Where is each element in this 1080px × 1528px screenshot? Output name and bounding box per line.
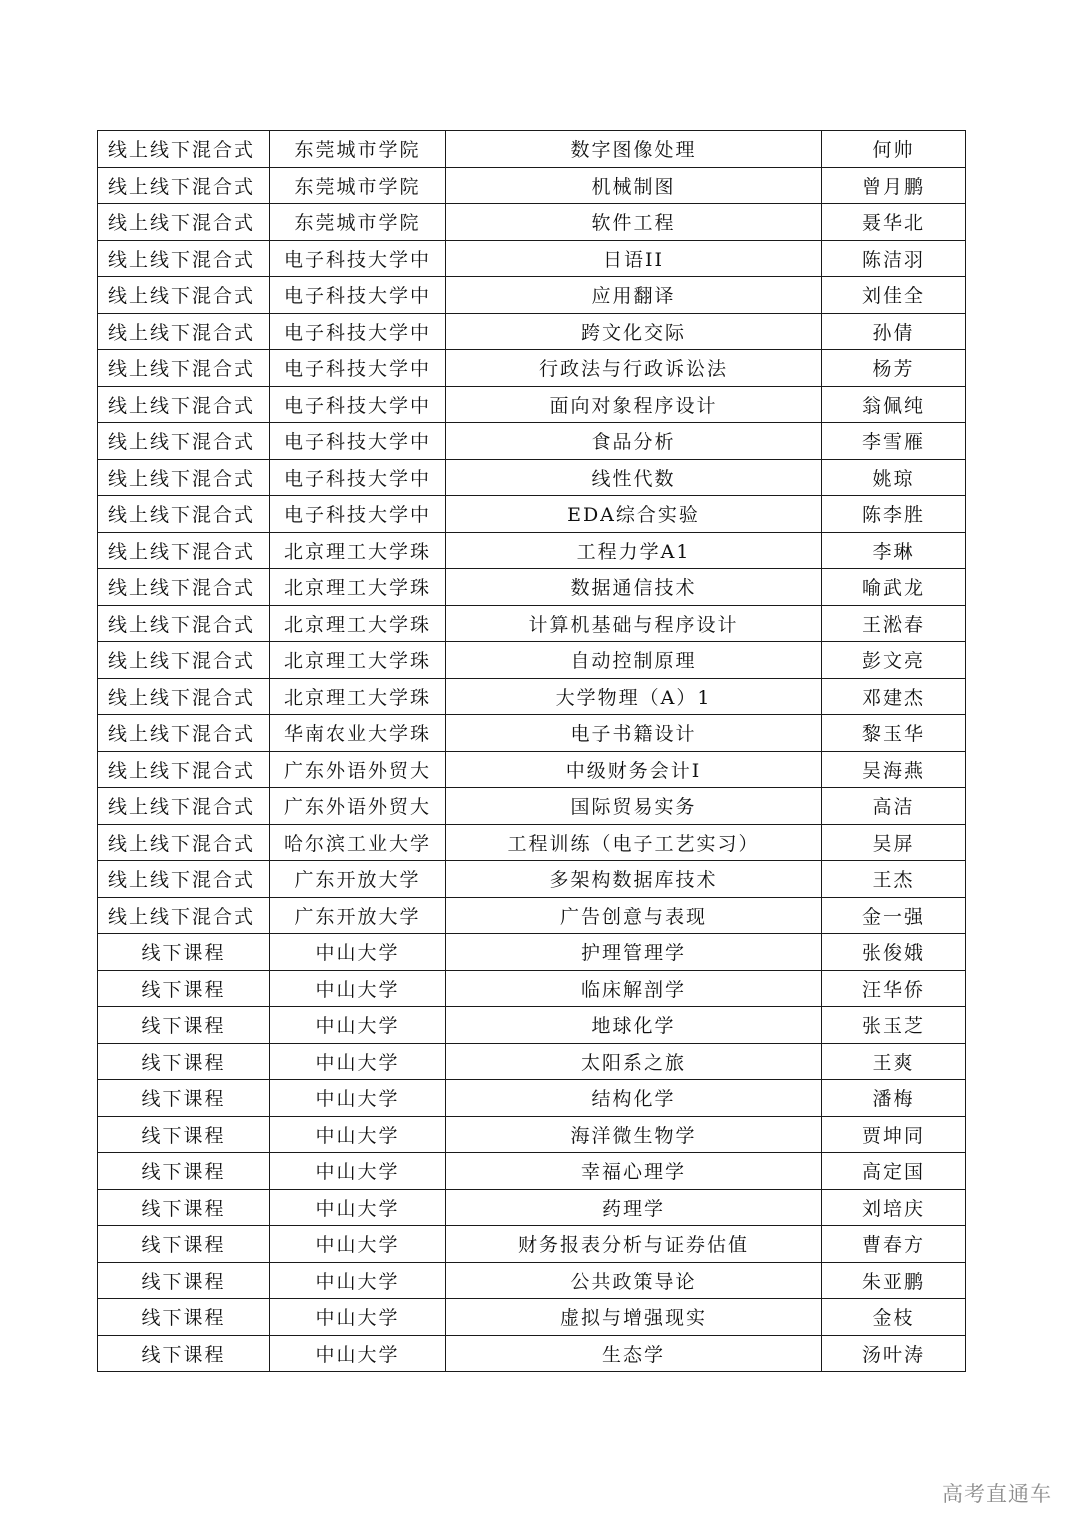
table-row	[98, 459, 966, 496]
course-type-cell: 线上线下混合式	[98, 204, 270, 241]
table-row	[98, 532, 966, 569]
teacher-cell: 王杰	[822, 861, 966, 898]
school-cell: 中山大学	[270, 1043, 446, 1080]
teacher-cell: 吴屏	[822, 824, 966, 861]
teacher-cell: 李雪雁	[822, 423, 966, 460]
table-row	[98, 824, 966, 861]
school-cell: 北京理工大学珠	[270, 532, 446, 569]
course-name-cell: 跨文化交际	[446, 313, 822, 350]
course-type-cell: 线下课程	[98, 1007, 270, 1044]
table-row	[98, 131, 966, 168]
teacher-cell: 李琳	[822, 532, 966, 569]
course-name-cell: 中级财务会计I	[446, 751, 822, 788]
teacher-cell: 刘佳全	[822, 277, 966, 314]
course-name-cell: 生态学	[446, 1335, 822, 1372]
school-cell: 中山大学	[270, 1007, 446, 1044]
table-row	[98, 1043, 966, 1080]
teacher-cell: 汪华侨	[822, 970, 966, 1007]
teacher-cell: 黎玉华	[822, 715, 966, 752]
school-cell: 东莞城市学院	[270, 131, 446, 168]
teacher-cell: 张玉芝	[822, 1007, 966, 1044]
course-name-cell: 海洋微生物学	[446, 1116, 822, 1153]
course-type-cell: 线下课程	[98, 1226, 270, 1263]
teacher-cell: 陈李胜	[822, 496, 966, 533]
teacher-cell: 吴海燕	[822, 751, 966, 788]
teacher-cell: 高定国	[822, 1153, 966, 1190]
school-cell: 中山大学	[270, 1153, 446, 1190]
course-type-cell: 线上线下混合式	[98, 277, 270, 314]
teacher-cell: 金枝	[822, 1299, 966, 1336]
table-row	[98, 386, 966, 423]
teacher-cell: 何帅	[822, 131, 966, 168]
course-type-cell: 线上线下混合式	[98, 386, 270, 423]
table-row	[98, 1116, 966, 1153]
course-name-cell: 幸福心理学	[446, 1153, 822, 1190]
table-row	[98, 1335, 966, 1372]
school-cell: 哈尔滨工业大学	[270, 824, 446, 861]
table-row	[98, 240, 966, 277]
course-type-cell: 线下课程	[98, 1262, 270, 1299]
school-cell: 北京理工大学珠	[270, 605, 446, 642]
teacher-cell: 曾月鹏	[822, 167, 966, 204]
table-row	[98, 678, 966, 715]
school-cell: 电子科技大学中	[270, 350, 446, 387]
table-row	[98, 1299, 966, 1336]
school-cell: 电子科技大学中	[270, 240, 446, 277]
course-type-cell: 线下课程	[98, 1080, 270, 1117]
course-type-cell: 线上线下混合式	[98, 788, 270, 825]
course-type-cell: 线上线下混合式	[98, 861, 270, 898]
course-type-cell: 线下课程	[98, 1335, 270, 1372]
course-name-cell: 虚拟与增强现实	[446, 1299, 822, 1336]
course-name-cell: EDA综合实验	[446, 496, 822, 533]
course-name-cell: 软件工程	[446, 204, 822, 241]
teacher-cell: 高洁	[822, 788, 966, 825]
course-name-cell: 自动控制原理	[446, 642, 822, 679]
school-cell: 中山大学	[270, 1262, 446, 1299]
table-row	[98, 1226, 966, 1263]
course-name-cell: 结构化学	[446, 1080, 822, 1117]
course-name-cell: 大学物理（A）1	[446, 678, 822, 715]
school-cell: 电子科技大学中	[270, 423, 446, 460]
school-cell: 电子科技大学中	[270, 313, 446, 350]
table-row	[98, 897, 966, 934]
school-cell: 中山大学	[270, 970, 446, 1007]
course-type-cell: 线上线下混合式	[98, 459, 270, 496]
school-cell: 广东外语外贸大	[270, 751, 446, 788]
course-name-cell: 国际贸易实务	[446, 788, 822, 825]
course-name-cell: 多架构数据库技术	[446, 861, 822, 898]
course-type-cell: 线下课程	[98, 934, 270, 971]
course-type-cell: 线上线下混合式	[98, 897, 270, 934]
course-name-cell: 药理学	[446, 1189, 822, 1226]
table-row	[98, 277, 966, 314]
table-row	[98, 605, 966, 642]
school-cell: 北京理工大学珠	[270, 569, 446, 606]
course-type-cell: 线下课程	[98, 1153, 270, 1190]
teacher-cell: 杨芳	[822, 350, 966, 387]
table-row	[98, 1080, 966, 1117]
table-row	[98, 861, 966, 898]
school-cell: 中山大学	[270, 1189, 446, 1226]
course-name-cell: 数据通信技术	[446, 569, 822, 606]
course-type-cell: 线下课程	[98, 1299, 270, 1336]
course-type-cell: 线下课程	[98, 1189, 270, 1226]
table-row	[98, 1262, 966, 1299]
teacher-cell: 张俊娥	[822, 934, 966, 971]
course-name-cell: 太阳系之旅	[446, 1043, 822, 1080]
course-name-cell: 线性代数	[446, 459, 822, 496]
teacher-cell: 邓建杰	[822, 678, 966, 715]
school-cell: 北京理工大学珠	[270, 642, 446, 679]
teacher-cell: 贾坤同	[822, 1116, 966, 1153]
table-row	[98, 751, 966, 788]
school-cell: 华南农业大学珠	[270, 715, 446, 752]
school-cell: 电子科技大学中	[270, 459, 446, 496]
course-type-cell: 线上线下混合式	[98, 751, 270, 788]
course-type-cell: 线上线下混合式	[98, 569, 270, 606]
teacher-cell: 聂华北	[822, 204, 966, 241]
teacher-cell: 王淞春	[822, 605, 966, 642]
course-type-cell: 线上线下混合式	[98, 423, 270, 460]
course-name-cell: 地球化学	[446, 1007, 822, 1044]
school-cell: 东莞城市学院	[270, 167, 446, 204]
table-row	[98, 715, 966, 752]
school-cell: 中山大学	[270, 1116, 446, 1153]
course-type-cell: 线上线下混合式	[98, 532, 270, 569]
table-row	[98, 313, 966, 350]
table-row	[98, 167, 966, 204]
teacher-cell: 潘梅	[822, 1080, 966, 1117]
course-name-cell: 工程力学A1	[446, 532, 822, 569]
course-name-cell: 财务报表分析与证券估值	[446, 1226, 822, 1263]
teacher-cell: 朱亚鹏	[822, 1262, 966, 1299]
teacher-cell: 王爽	[822, 1043, 966, 1080]
school-cell: 中山大学	[270, 1335, 446, 1372]
table-row	[98, 1189, 966, 1226]
table-row	[98, 496, 966, 533]
table-row	[98, 350, 966, 387]
course-type-cell: 线上线下混合式	[98, 678, 270, 715]
course-type-cell: 线上线下混合式	[98, 715, 270, 752]
course-type-cell: 线上线下混合式	[98, 167, 270, 204]
table-row	[98, 934, 966, 971]
watermark: 高考直通车	[942, 1482, 1052, 1506]
school-cell: 中山大学	[270, 934, 446, 971]
course-name-cell: 工程训练（电子工艺实习）	[446, 824, 822, 861]
table-row	[98, 788, 966, 825]
school-cell: 广东开放大学	[270, 861, 446, 898]
course-name-cell: 临床解剖学	[446, 970, 822, 1007]
course-type-cell: 线下课程	[98, 1116, 270, 1153]
school-cell: 中山大学	[270, 1299, 446, 1336]
course-type-cell: 线上线下混合式	[98, 496, 270, 533]
course-name-cell: 数字图像处理	[446, 131, 822, 168]
school-cell: 广东外语外贸大	[270, 788, 446, 825]
school-cell: 中山大学	[270, 1226, 446, 1263]
school-cell: 中山大学	[270, 1080, 446, 1117]
teacher-cell: 姚琼	[822, 459, 966, 496]
table-row	[98, 569, 966, 606]
table-row	[98, 1007, 966, 1044]
school-cell: 广东开放大学	[270, 897, 446, 934]
course-type-cell: 线下课程	[98, 1043, 270, 1080]
course-type-cell: 线上线下混合式	[98, 313, 270, 350]
teacher-cell: 曹春方	[822, 1226, 966, 1263]
teacher-cell: 汤叶涛	[822, 1335, 966, 1372]
course-name-cell: 广告创意与表现	[446, 897, 822, 934]
course-name-cell: 机械制图	[446, 167, 822, 204]
school-cell: 电子科技大学中	[270, 386, 446, 423]
course-type-cell: 线下课程	[98, 970, 270, 1007]
teacher-cell: 翁佩纯	[822, 386, 966, 423]
course-name-cell: 公共政策导论	[446, 1262, 822, 1299]
table-row	[98, 204, 966, 241]
school-cell: 电子科技大学中	[270, 277, 446, 314]
course-name-cell: 面向对象程序设计	[446, 386, 822, 423]
course-name-cell: 电子书籍设计	[446, 715, 822, 752]
course-name-cell: 行政法与行政诉讼法	[446, 350, 822, 387]
course-name-cell: 计算机基础与程序设计	[446, 605, 822, 642]
course-name-cell: 护理管理学	[446, 934, 822, 971]
teacher-cell: 陈洁羽	[822, 240, 966, 277]
course-type-cell: 线上线下混合式	[98, 605, 270, 642]
school-cell: 东莞城市学院	[270, 204, 446, 241]
teacher-cell: 金一强	[822, 897, 966, 934]
course-name-cell: 食品分析	[446, 423, 822, 460]
teacher-cell: 彭文亮	[822, 642, 966, 679]
course-type-cell: 线上线下混合式	[98, 824, 270, 861]
course-name-cell: 日语II	[446, 240, 822, 277]
course-type-cell: 线上线下混合式	[98, 642, 270, 679]
teacher-cell: 喻武龙	[822, 569, 966, 606]
table-row	[98, 423, 966, 460]
school-cell: 北京理工大学珠	[270, 678, 446, 715]
course-type-cell: 线上线下混合式	[98, 240, 270, 277]
course-table	[97, 130, 966, 1372]
school-cell: 电子科技大学中	[270, 496, 446, 533]
table-row	[98, 642, 966, 679]
table-row	[98, 1153, 966, 1190]
teacher-cell: 刘培庆	[822, 1189, 966, 1226]
table-row	[98, 970, 966, 1007]
teacher-cell: 孙倩	[822, 313, 966, 350]
table-body	[98, 131, 966, 1372]
course-name-cell: 应用翻译	[446, 277, 822, 314]
course-type-cell: 线上线下混合式	[98, 131, 270, 168]
course-type-cell: 线上线下混合式	[98, 350, 270, 387]
